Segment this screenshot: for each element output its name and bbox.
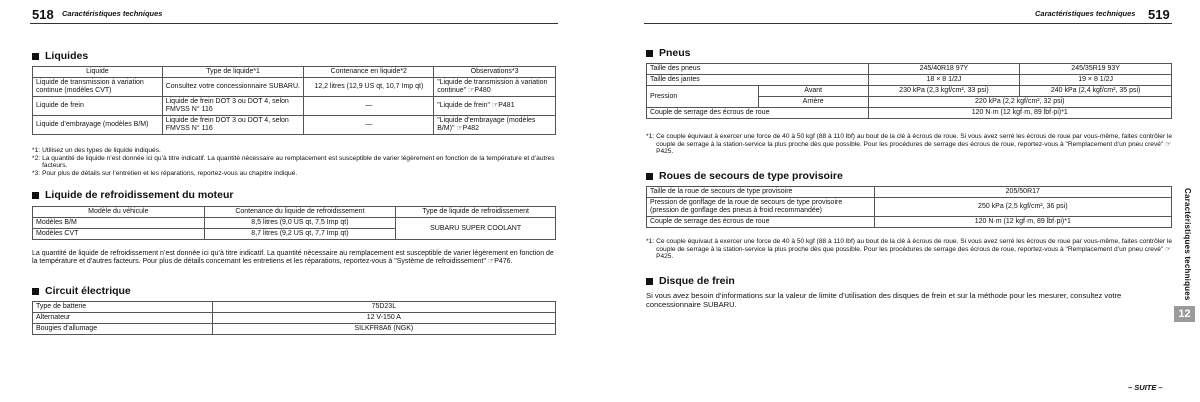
chapter-tab: 12 xyxy=(1174,306,1195,322)
table-header-cell: Contenance en liquide*2 xyxy=(304,67,434,78)
table-row xyxy=(33,78,556,97)
refroidissement-table xyxy=(32,206,556,240)
table-row xyxy=(33,324,556,335)
table-header-row xyxy=(33,207,556,218)
section-title-refroidissement: Liquide de refroidissement du moteur xyxy=(32,189,233,201)
table-cell: 220 kPa (2,2 kgf/cm², 32 psi) xyxy=(868,97,1171,108)
table-cell: Liquide de frein DOT 3 ou DOT 4, selon FMVSS N° 116 xyxy=(162,116,304,135)
table-cell: 12,2 litres (12,9 US qt, 10,7 Imp qt) xyxy=(304,78,434,97)
page-number: 519 xyxy=(1148,7,1170,22)
table-cell: "Liquide d’embrayage (modèles B/M)" ☞P482 xyxy=(434,116,556,135)
table-cell: 205/50R17 xyxy=(874,187,1171,198)
table-row xyxy=(33,97,556,116)
table-cell: 120 N·m (12 kgf·m, 89 lbf·pi)*1 xyxy=(874,217,1171,228)
section-title-liquides: Liquides xyxy=(32,50,88,62)
table-cell: Taille de la roue de secours de type provisoire xyxy=(647,187,875,198)
right-page xyxy=(600,0,1200,402)
section-square-icon xyxy=(32,192,39,199)
section-square-icon xyxy=(32,53,39,60)
table-cell: "Liquide de frein" ☞P481 xyxy=(434,97,556,116)
table-row xyxy=(33,218,556,229)
refroidissement-paragraph: La quantité de liquide de refroidissement n’est donnée ici qu’à titre indicatif. La quantité nécessaire au remplacement est susceptible de varier légèrement en fonction de la température et d’autres facteurs. Pour plus de détails concernant les entretiens et les réparations, reportez-vous à "Système de refroidissement" ☞P476. xyxy=(32,250,554,265)
table-header-cell: Observations*3 xyxy=(434,67,556,78)
secours-table xyxy=(646,186,1172,228)
table-cell: "Liquide de transmission à variation continue" ☞P480 xyxy=(434,78,556,97)
table-cell: Modèles CVT xyxy=(33,229,205,240)
page-title: Caractéristiques techniques xyxy=(62,9,163,18)
section-square-icon xyxy=(646,173,653,180)
table-cell: SILKFR8A6 (NGK) xyxy=(212,324,555,335)
table-cell: 230 kPa (2,3 kgf/cm², 33 psi) xyxy=(868,86,1020,97)
section-square-icon xyxy=(32,288,39,295)
table-row xyxy=(33,302,556,313)
section-square-icon xyxy=(646,278,653,285)
table-cell: 75D23L xyxy=(212,302,555,313)
pneus-table xyxy=(646,63,1172,119)
table-cell: Arrière xyxy=(758,97,868,108)
table-cell: — xyxy=(304,97,434,116)
section-title-circuit: Circuit électrique xyxy=(32,285,131,297)
table-row xyxy=(647,198,1172,217)
table-cell: Pression xyxy=(647,86,759,108)
liquides-table xyxy=(32,66,556,135)
table-row xyxy=(647,64,1172,75)
table-cell: 19 × 8 1/2J xyxy=(1020,75,1172,86)
table-cell: Liquide d’embrayage (modèles B/M) xyxy=(33,116,163,135)
table-cell: 120 N·m (12 kgf·m, 89 lbf·pi)*1 xyxy=(868,108,1171,119)
table-cell: 240 kPa (2,4 kgf/cm², 35 psi) xyxy=(1020,86,1172,97)
table-cell: Pression de gonflage de la roue de secours de type provisoire (pression de gonflage des pneus à froid recommandée) xyxy=(647,198,875,217)
footnote: *1: Ce couple équivaut à exercer une force de 40 à 50 kgf (88 à 110 lbf) au bout de la clé à écrous de roue. Si vous avez serré les écrous de roue par vous-même, faites contrôler le couple de serrage à la station-service la plus proche dès que possible. Pour les procédures de serrage des écrous de roue, reportez-vous à "Remplacement d’un pneu crevé" ☞P425. xyxy=(646,133,1173,155)
footnote: *3: Pour plus de détails sur l’entretien et les réparations, reportez-vous au chapitre indiqué. xyxy=(32,169,298,177)
table-header-cell: Contenance du liquide de refroidissement xyxy=(204,207,396,218)
table-cell: Consultez votre concessionnaire SUBARU. xyxy=(162,78,304,97)
table-cell: 12 V-150 A xyxy=(212,313,555,324)
table-cell: 250 kPa (2,5 kgf/cm², 36 psi) xyxy=(874,198,1171,217)
table-row xyxy=(33,116,556,135)
section-title-frein: Disque de frein xyxy=(646,275,735,287)
frein-paragraph: Si vous avez besoin d’informations sur la valeur de limite d’utilisation des disques de frein et sur la méthode pour les mesurer, consultez votre concessionnaire SUBARU. xyxy=(646,291,1122,309)
table-cell: Liquide de frein xyxy=(33,97,163,116)
table-cell: 245/35R19 93Y xyxy=(1020,64,1172,75)
table-cell: 245/40R18 97Y xyxy=(868,64,1020,75)
footnote: *1: Ce couple équivaut à exercer une force de 40 à 50 kgf (88 à 110 lbf) au bout de la clé à écrous de roue. Si vous avez serré les écrous de roue par vous-même, faites contrôler le couple de serrage à la station-service la plus proche dès que possible. Pour les procédures de serrage des écrous de roue, reportez-vous à "Remplacement d’un pneu crevé" ☞P425. xyxy=(646,238,1173,260)
coolant-type-cell: SUBARU SUPER COOLANT xyxy=(396,218,556,240)
table-header-cell: Type de liquide*1 xyxy=(162,67,304,78)
table-cell: Type de batterie xyxy=(33,302,213,313)
secours-note xyxy=(646,238,1174,261)
table-row xyxy=(647,86,1172,97)
table-cell: Couple de serrage des écrous de roue xyxy=(647,217,875,228)
table-header-row xyxy=(33,67,556,78)
pneus-note xyxy=(646,133,1174,156)
continued-label: – SUITE – xyxy=(1128,383,1163,392)
circuit-table xyxy=(32,301,556,335)
section-title-pneus: Pneus xyxy=(646,47,691,59)
table-row xyxy=(647,75,1172,86)
table-cell: Couple de serrage des écrous de roue xyxy=(647,108,869,119)
table-cell: Modèles B/M xyxy=(33,218,205,229)
table-cell: 18 × 8 1/2J xyxy=(868,75,1020,86)
table-cell: 8,7 litres (9,2 US qt, 7,7 Imp qt) xyxy=(204,229,396,240)
chapter-side-title: Caractéristiques techniques xyxy=(1183,188,1192,301)
table-cell: 8,5 litres (9,0 US qt, 7,5 Imp qt) xyxy=(204,218,396,229)
header-rule xyxy=(644,23,1172,24)
table-cell: Alternateur xyxy=(33,313,213,324)
page-title: Caractéristiques techniques xyxy=(1035,9,1136,18)
table-cell: Taille des jantes xyxy=(647,75,869,86)
liquides-notes xyxy=(32,147,560,177)
footnote: *2: La quantité de liquide n’est donnée ici qu’à titre indicatif. La quantité nécessaire au remplacement est susceptible de varier légèrement en fonction de la température et d’autres facteurs. xyxy=(32,154,555,169)
section-square-icon xyxy=(646,50,653,57)
table-row xyxy=(647,108,1172,119)
page-number: 518 xyxy=(32,7,54,22)
table-cell: Liquide de frein DOT 3 ou DOT 4, selon FMVSS N° 116 xyxy=(162,97,304,116)
footnote: *1: Utilisez un des types de liquide indiqués. xyxy=(32,147,161,154)
table-header-cell: Type de liquide de refroidissement xyxy=(396,207,556,218)
table-cell: Taille des pneus xyxy=(647,64,869,75)
header-rule xyxy=(30,23,558,24)
table-cell: — xyxy=(304,116,434,135)
section-title-secours: Roues de secours de type provisoire xyxy=(646,170,843,182)
table-cell: Avant xyxy=(758,86,868,97)
table-header-cell: Liquide xyxy=(33,67,163,78)
table-row xyxy=(33,313,556,324)
table-row xyxy=(647,187,1172,198)
table-cell: Bougies d’allumage xyxy=(33,324,213,335)
table-cell: Liquide de transmission à variation continue (modèles CVT) xyxy=(33,78,163,97)
table-header-cell: Modèle du véhicule xyxy=(33,207,205,218)
table-row xyxy=(647,217,1172,228)
